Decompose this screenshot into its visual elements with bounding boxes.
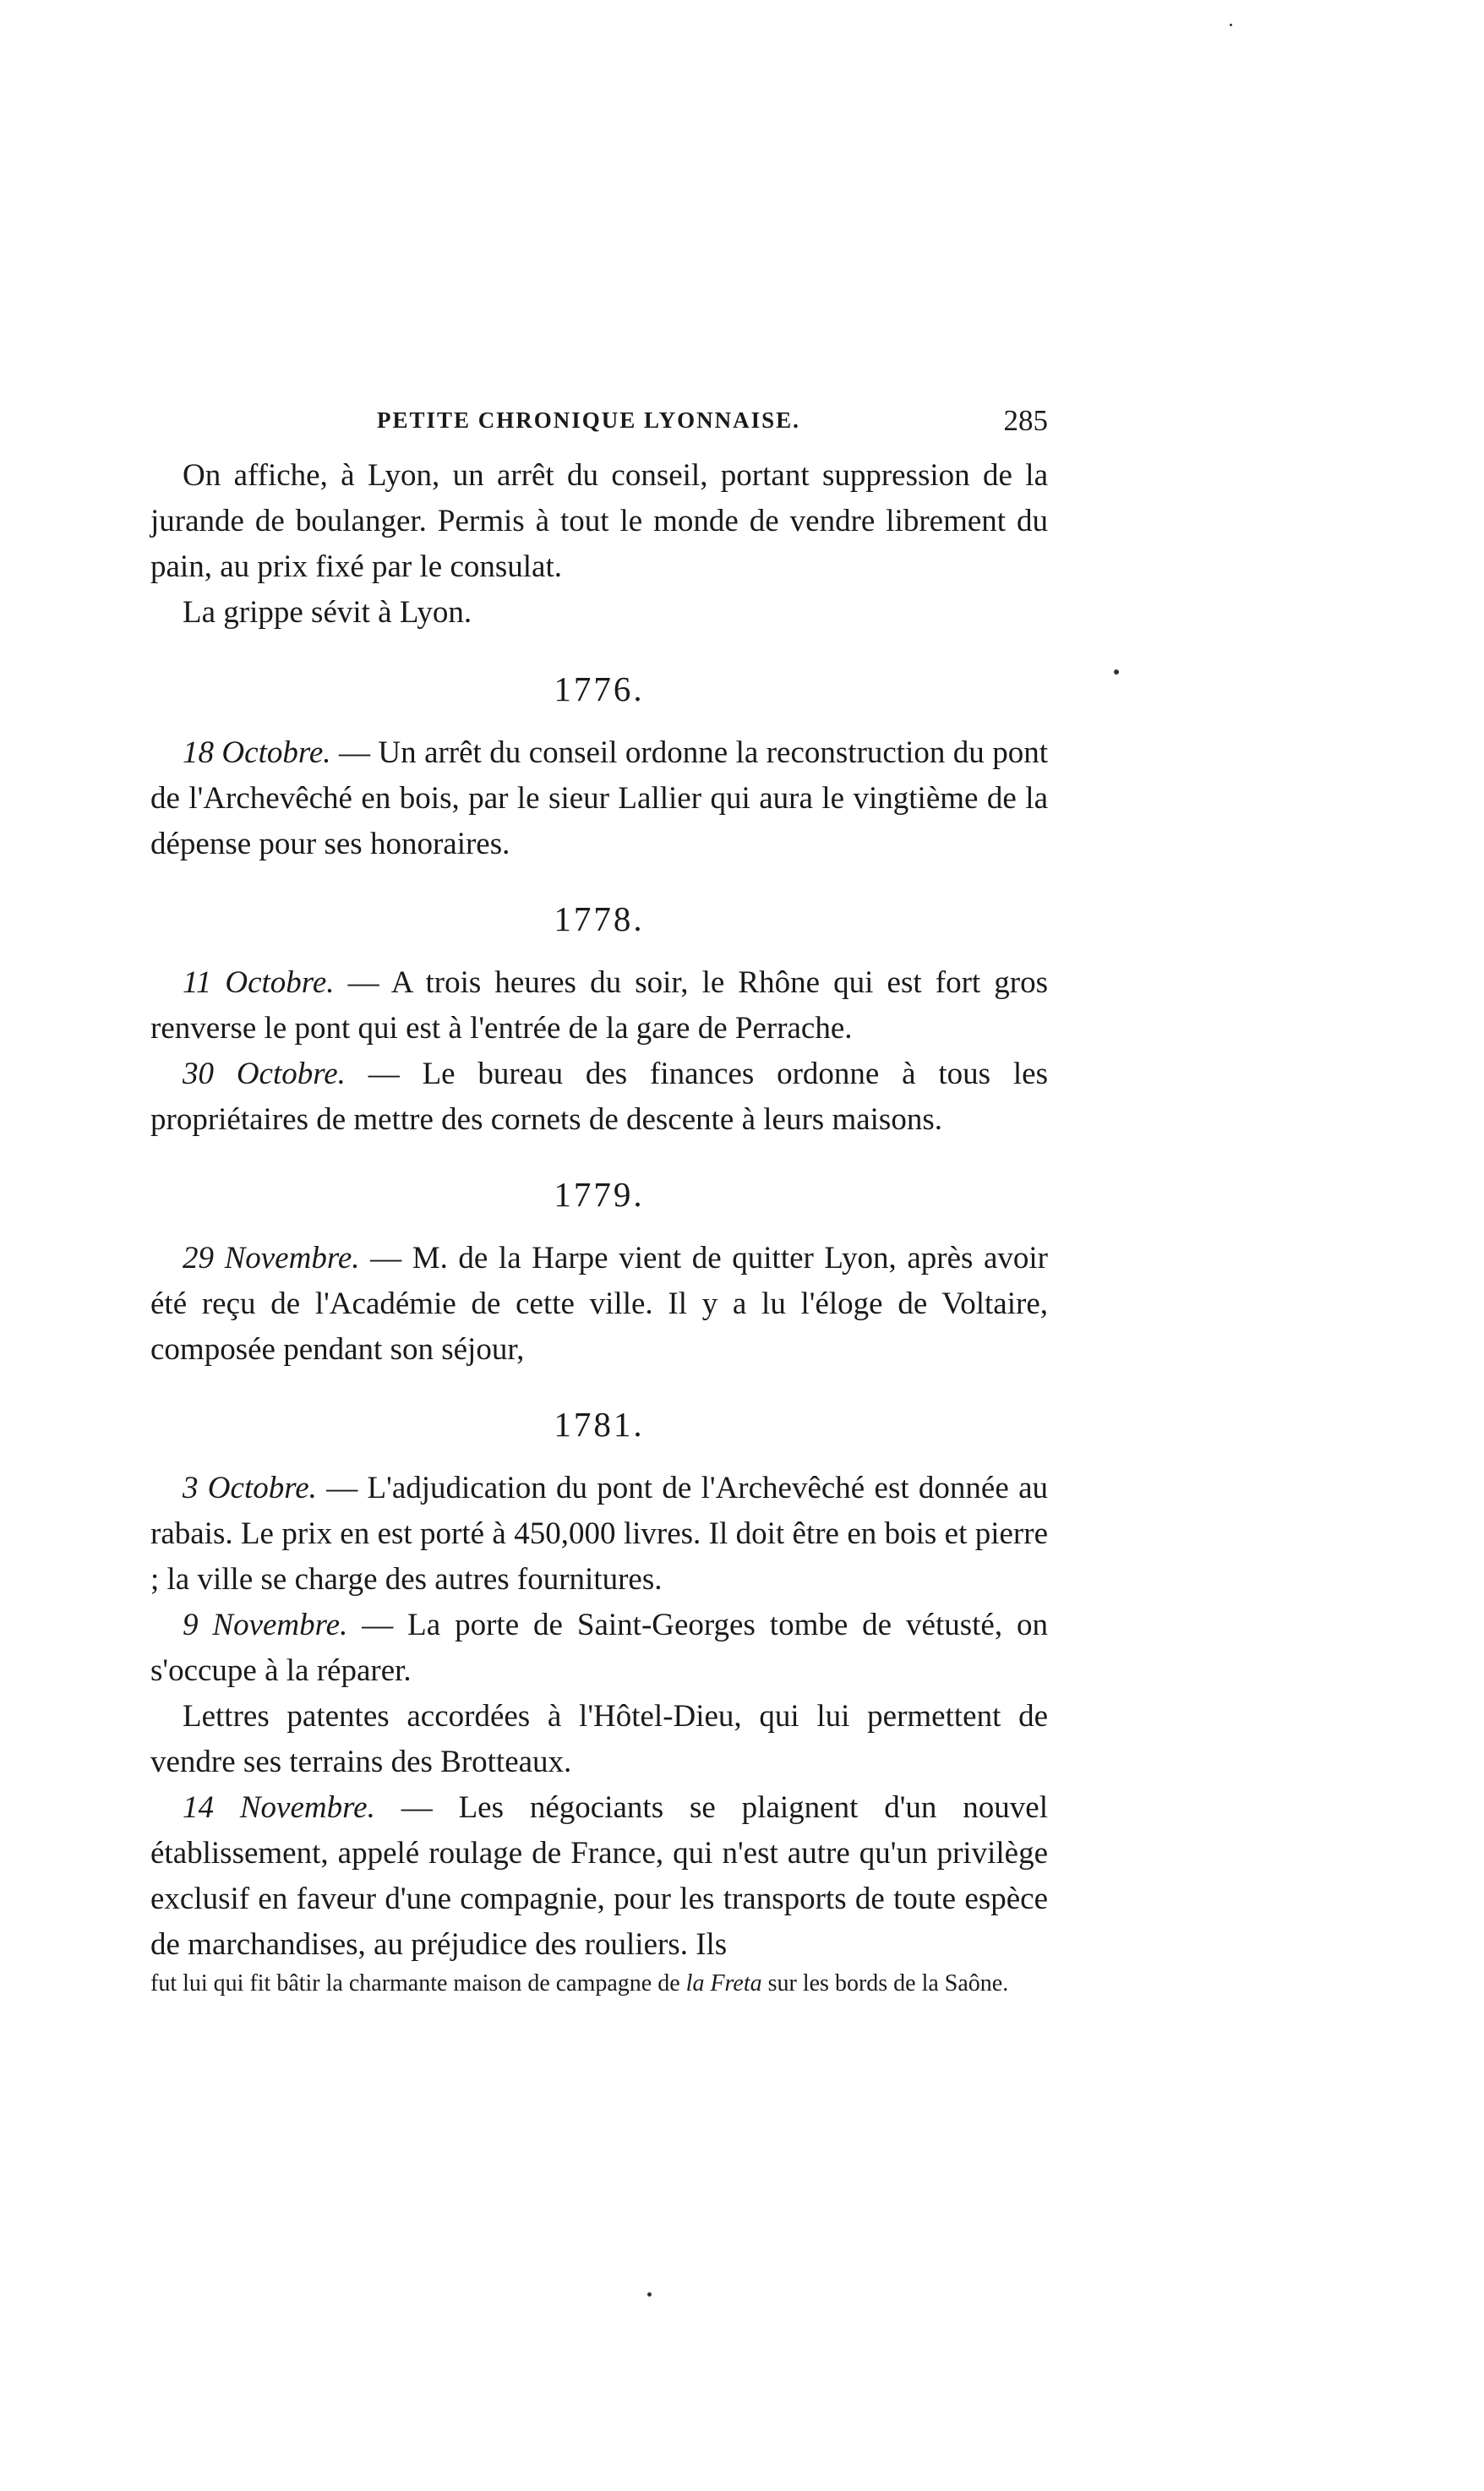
footnote [150,1964,1048,2003]
entry-1781-3: Lettres patentes accordées à l'Hôtel-Dieu, qui lui permettent de vendre ses terrains des Brotteaux. [150,1699,1048,1779]
entry-1778-2 [150,1052,1048,1143]
footnote-italic: la Freta [685,1970,762,1997]
entry-date: 30 Octobre. [183,1057,346,1091]
entry-1778-1 [150,960,1048,1052]
year-heading-1781: 1781. [554,1405,645,1444]
running-title: PETITE CHRONIQUE LYONNAISE. [377,407,800,433]
entry-date: 11 Octobre. [183,965,335,1000]
scan-speck [1114,669,1119,675]
entry-text: — A trois heures du soir, le Rhône qui est fort gros renverse le pont qui est à l'entrée de la gare de Perrache. [150,965,1049,1046]
entry-1776-1 [150,730,1048,867]
entry-text: — La porte de Saint-Georges tombe de vétusté, on s'occupe à la réparer. [150,1608,1048,1688]
entry-1781-4 [150,1785,1048,1968]
year-heading-1778: 1778. [554,899,645,938]
scan-speck [1230,24,1232,26]
entry-text: — M. de la Harpe vient de quitter Lyon, après avoir été reçu de l'Académie de cette ville. Il y a lu l'éloge de Voltaire, composée pendant son séjour, [150,1241,1048,1367]
year-heading-1776: 1776. [554,669,645,708]
entry-date: 29 Novembre. [183,1241,360,1276]
entry-date: 9 Novembre. [183,1608,348,1642]
page-number: 285 [1003,404,1048,437]
entry-text: — Le bureau des finances ordonne à tous les propriétaires de mettre des cornets de descente à leurs maisons. [150,1057,1048,1137]
entry-text: — Les négociants se plaignent d'un nouvel établissement, appelé roulage de France, qui n'est autre qu'un privilège exclusif en faveur d'une compagnie, pour les transports de toute espèce de marchandises, au préjudice des rouliers. Ils [150,1790,1048,1962]
entry-1779-1 [150,1236,1048,1373]
entry-date: 3 Octobre. [183,1471,317,1505]
footnote-text-start: fut lui qui fit bâtir la charmante maison de campagne de [150,1970,686,1997]
entry-text: — Un arrêt du conseil ordonne la reconstruction du pont de l'Archevêché en bois, par le sieur Lallier qui aura le vingtième de la dépense pour ses honoraires. [150,735,1049,861]
entry-date: 18 Octobre. [183,735,331,770]
entry-1781-1 [150,1466,1048,1603]
intro-paragraph-2: La grippe sévit à Lyon. [183,595,472,630]
intro-paragraph-1: On affiche, à Lyon, un arrêt du conseil, portant suppression de la jurande de boulanger. Permis à tout le monde de vendre librement du pain, au prix fixé par le consulat. [150,458,1048,584]
running-head [150,404,1048,443]
scan-speck [647,2292,652,2297]
entry-date: 14 Novembre. [183,1790,375,1825]
footnote-text-end: sur les bords de la Saône. [761,1970,1009,1997]
entry-1781-2 [150,1603,1048,1694]
entry-text: — L'adjudication du pont de l'Archevêché est donnée au rabais. Le prix en est porté à 450,000 livres. Il doit être en bois et pierre ; la ville se charge des autres fournitures. [150,1471,1049,1597]
main-text [150,453,1048,1968]
year-heading-1779: 1779. [554,1175,645,1214]
